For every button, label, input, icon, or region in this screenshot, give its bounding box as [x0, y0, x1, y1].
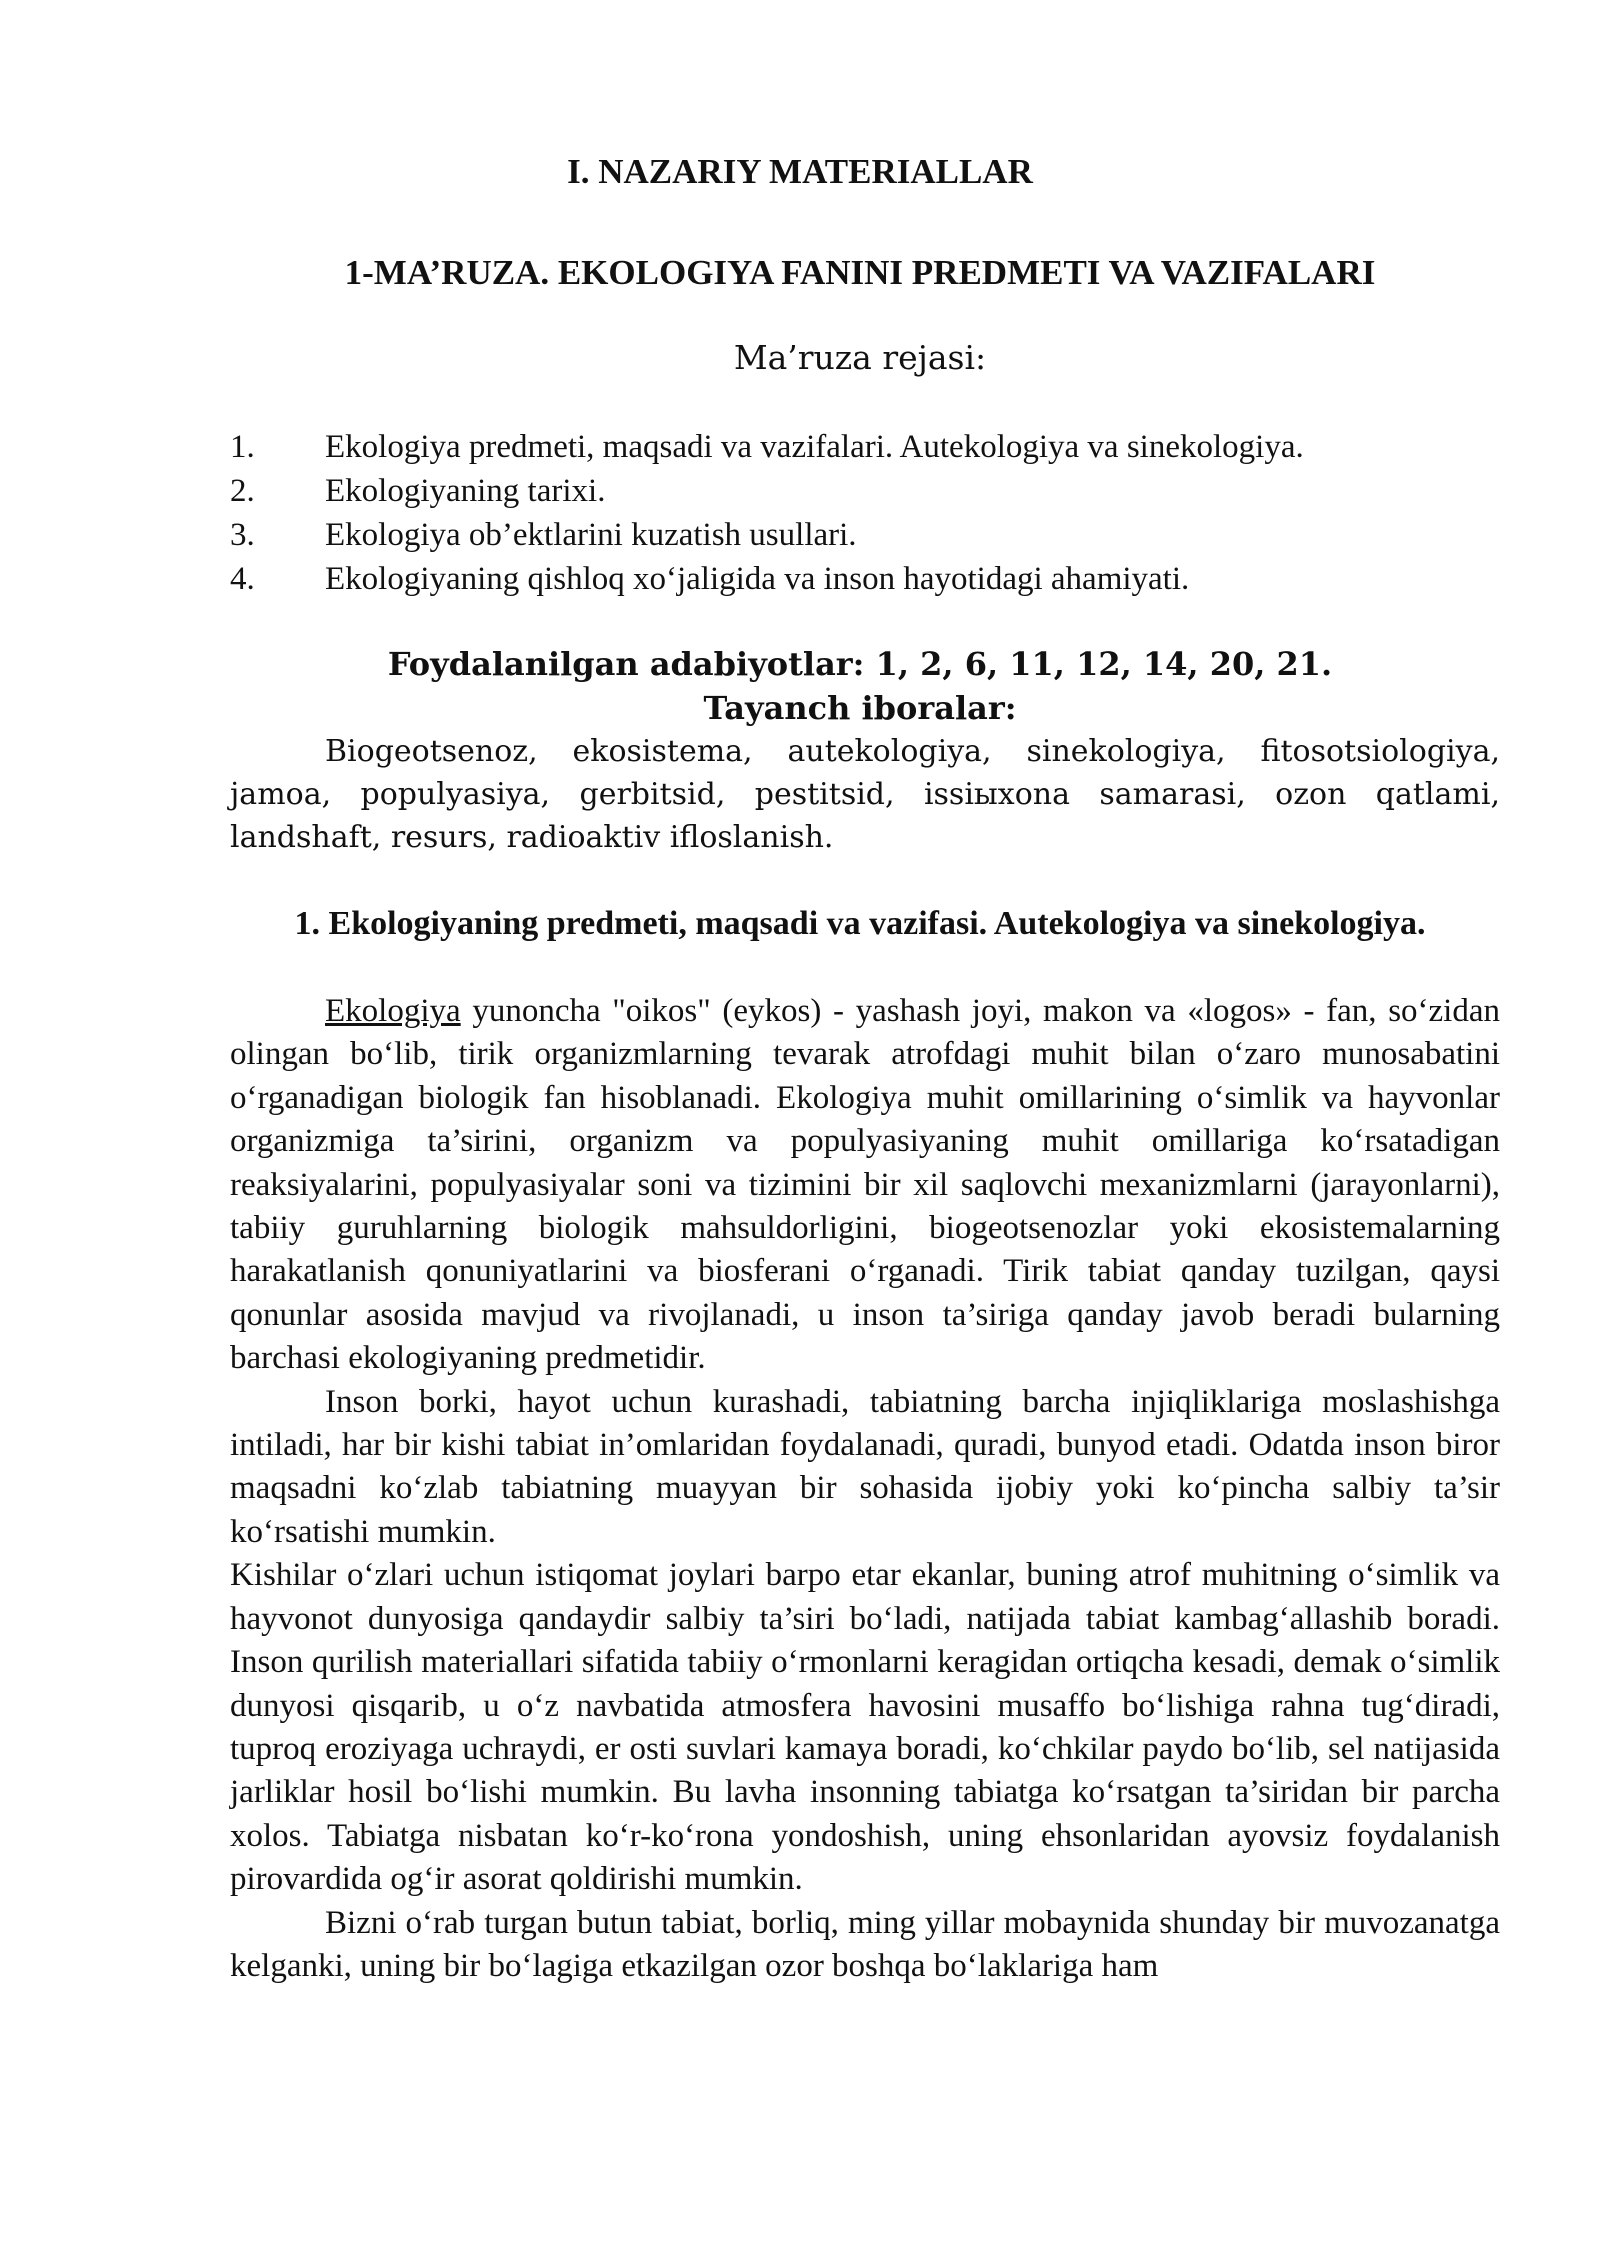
paragraph	[230, 990, 1500, 1381]
paragraph: Inson borki, hayot uchun kurashadi, tabiatning barcha injiqliklariga moslashishga intiladi, har bir kishi tabiat in’omlaridan foydalanadi, quradi, bunyod etadi. Odatda inson biror maqsadni ko‘zlab tabiatning muayyan bir sohasida ijobiy yoki ko‘pincha salbiy ta’sir ko‘rsatishi mumkin.	[230, 1383, 1500, 1550]
plan-item-number: 4.	[230, 561, 255, 597]
plan-item-text: Ekologiyaning tarixi.	[325, 473, 606, 509]
keywords-title: Tayanch iboralar:	[703, 689, 1017, 727]
section-title: 1. Ekologiyaning predmeti, maqsadi va vazifasi. Autekologiya va sinekologiya.	[294, 905, 1426, 942]
literature-line: Foydalanilgan adabiyotlar: 1, 2, 6, 11, 12, 14, 20, 21.	[387, 645, 1333, 683]
lecture-title: 1-MA’RUZA. EKOLOGIYA FANINI PREDMETI VA VAZIFALARI	[344, 253, 1376, 292]
part-title: I. NAZARIY MATERIALLAR	[567, 152, 1033, 191]
plan-item-text: Ekologiya predmeti, maqsadi va vazifalari. Autekologiya va sinekologiya.	[325, 429, 1304, 465]
paragraph: Bizni o‘rab turgan butun tabiat, borliq, ming yillar mobaynida shunday bir muvozanatga kelganki, uning bir bo‘lagiga etkazilgan ozor boshqa bo‘laklariga ham	[230, 1904, 1500, 1984]
plan-list	[230, 425, 1500, 601]
keywords-text: Biogeotsenoz, ekosistema, autekologiya, sinekologiya, fitosotsiologiya, jamoa, populyasiya, gerbitsid, pestitsid, issiыxona samarasi, ozon qatlami, landshaft, resurs, radioaktiv ifloslanish.	[230, 734, 1500, 855]
plan-item-number: 1.	[230, 429, 255, 465]
paragraph-text: yunoncha "oikos" (eykos) - yashash joyi, makon va «logos» - fan, so‘zidan olingan bo‘lib, tirik organizmlarning tevarak atrofdagi muhit bilan o‘zaro munosabatini o‘rganadigan biologik fan hisoblanadi. Ekologiya muhit omillarining o‘simlik va hayvonlar organizmiga ta’sirini, organizm va populyasiyaning muhit omillariga ko‘rsatadigan reaksiyalarini, populyasiyalar soni va tizimini bir xil saqlovchi mexanizmlarni (jarayonlarni), tabiiy guruhlarning biologik mahsuldorligini, biogeotsenozlar yoki ekosistemalarning harakatlanish qonuniyatlarini va biosferani o‘rganadi. Tirik tabiat qanday tuzilgan, qaysi qonunlar asosida mavjud va rivojlanadi, u inson ta’siriga qanday javob beradi bularning barchasi ekologiyaning predmetidir.	[230, 993, 1500, 1377]
plan-item-text: Ekologiyaning qishloq xo‘jaligida va inson hayotidagi ahamiyati.	[325, 561, 1190, 597]
plan-item	[230, 469, 1500, 513]
plan-item	[230, 425, 1500, 469]
section-body	[230, 990, 1500, 1988]
plan-item-text: Ekologiya ob’ektlarini kuzatish usullari.	[325, 517, 857, 553]
plan-item-number: 2.	[230, 473, 255, 509]
underlined-term: Ekologiya	[325, 993, 461, 1029]
paragraph: Kishilar o‘zlari uchun istiqomat joylari barpo etar ekanlar, buning atrof muhitning o‘simlik va hayvonot dunyosiga qandaydir salbiy ta’siri bo‘ladi, natijada tabiat kambag‘allashib boradi. Inson qurilish materiallari sifatida tabiiy o‘rmonlarni keragidan ortiqcha kesadi, demak o‘simlik dunyosi qisqarib, u o‘z navbatida atmosfera havosini musaffo bo‘lishiga rahna tug‘diradi, tuproq eroziyaga uchraydi, er osti suvlari kamaya boradi, ko‘chkilar paydo bo‘lib, sel natijasida jarliklar hosil bo‘lishi mumkin. Bu lavha insonning tabiatga ko‘rsatgan ta’siridan bir parcha xolos. Tabiatga nisbatan ko‘r-ko‘rona yondoshish, uning ehsonlaridan ayovsiz foydalanish pirovardida og‘ir asorat qoldirishi mumkin.	[230, 1557, 1500, 1898]
plan-heading: Ma’ruza rejasi:	[733, 338, 987, 377]
plan-item	[230, 513, 1500, 557]
plan-item-number: 3.	[230, 517, 255, 553]
plan-item	[230, 557, 1500, 601]
